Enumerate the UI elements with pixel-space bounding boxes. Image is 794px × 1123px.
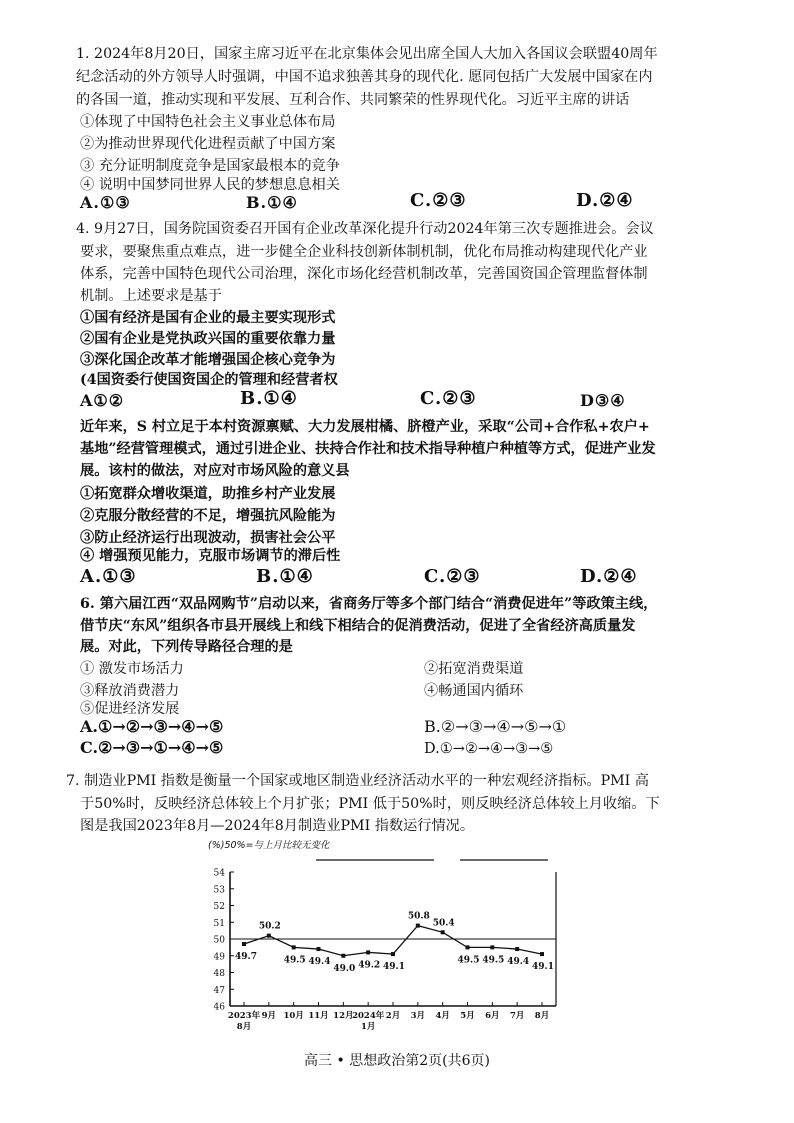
- q4-option-a[interactable]: A①②: [80, 391, 125, 410]
- q7-stem-line: 图是我国2023年8月—2024年8月制造业PMI 指数运行情况。: [80, 818, 475, 834]
- q5-option-a[interactable]: A.①③: [80, 566, 137, 587]
- q1-option-d[interactable]: D.②④: [576, 190, 634, 211]
- q6-stem-line: 借节庆“东风”组织各市县开展线上和线下相结合的促消费活动，促进了全省经济高质量发: [80, 618, 636, 634]
- data-point: [317, 947, 321, 951]
- x-tick-label: 7月: [509, 1011, 525, 1021]
- q7-stem-line: 7. 制造业PMI 指数是衡量一个国家或地区制造业经济活动水平的一种宏观经济指标。PMI 高: [66, 773, 649, 789]
- data-point: [341, 954, 345, 958]
- x-tick-label: 2月: [385, 1011, 401, 1021]
- x-tick-label: 5月: [460, 1011, 475, 1021]
- q5-choice-item: ④ 增强预见能力，克服市场调节的滞后性: [80, 548, 341, 564]
- q5-choice-item: ③防止经济运行出现波动，损害社会公平: [80, 530, 336, 546]
- q4-choice-item: ①国有经济是国有企业的最主要实现形式: [80, 310, 336, 326]
- q1-choice-item: ④ 说明中国梦同世界人民的梦想息息相关: [80, 177, 340, 193]
- x-tick-label: 6月: [485, 1011, 500, 1021]
- data-label: 50.8: [407, 911, 430, 922]
- q1-choice-item: ③ 充分证明制度竞争是国家最根本的竞争: [80, 158, 340, 174]
- q1-option-a[interactable]: A.①③: [80, 193, 131, 212]
- y-tick-label: 54: [213, 868, 225, 879]
- data-point: [242, 942, 246, 946]
- q5-option-b[interactable]: B.①④: [256, 566, 314, 587]
- q4-stem-line: 体系，完善中国特色现代公司治理，深化市场化经营机制改革，完善国资国企管理监督体制: [80, 266, 648, 282]
- q4-choice-item: ②国有企业是党执政兴国的重要依靠力量: [80, 331, 336, 347]
- q1-choice-item: ①体现了中国特色社会主义事业总体布局: [80, 114, 336, 130]
- x-tick-label: 1月: [360, 1022, 376, 1032]
- q6-choice-item: ②拓宽消费渠道: [424, 661, 524, 677]
- pmi-series-line: [244, 926, 542, 956]
- q6-option-b[interactable]: B.②→③→④→⑤→①: [424, 717, 567, 736]
- data-label: 50.4: [432, 918, 455, 929]
- q5-option-d[interactable]: D.②④: [580, 566, 638, 587]
- y-tick-label: 52: [213, 902, 225, 912]
- y-tick-label: 48: [213, 969, 225, 979]
- data-point: [391, 952, 395, 956]
- y-tick-label: 50: [213, 935, 225, 946]
- data-label: 49.5: [482, 955, 505, 966]
- q6-option-c[interactable]: C.②→③→①→④→⑤: [80, 738, 224, 757]
- q4-option-c[interactable]: C.②③: [420, 388, 477, 409]
- q5-stem-line: 展。该村的做法，对应对市场风险的意义县: [80, 463, 350, 479]
- y-tick-label: 47: [213, 985, 225, 996]
- x-tick-label: 8月: [236, 1022, 252, 1032]
- data-label: 49.4: [308, 957, 331, 968]
- data-label: 49.1: [532, 962, 554, 973]
- data-label: 49.1: [383, 962, 405, 973]
- y-tick-label: 46: [213, 1002, 225, 1013]
- q4-stem-line: 4. 9月27日，国务院国资委召开国有企业改革深化提升行动2024年第三次专题推进会。会议: [76, 221, 654, 237]
- q7-stem-line: 于50%时，反映经济总体较上个月扩张；PMI 低于50%时，则反映经济总体较上月收缩。下: [80, 796, 660, 812]
- data-label: 49.4: [507, 957, 530, 968]
- q1-stem-line: 的各国一道，推动实现和平发展、互利合作、共同繁荣的性界现代化。习近平主席的讲话: [76, 92, 630, 108]
- data-point: [490, 945, 494, 949]
- data-label: 49.5: [457, 955, 480, 966]
- pmi-chart-svg: [198, 836, 570, 1050]
- q5-stem-line: 近年来，S 村立足于本村资源禀赋、大力发展柑橘、脐橙产业，采取“公司+合作私+农户+: [80, 419, 650, 435]
- data-point: [540, 952, 544, 956]
- q6-stem-line: 展。对此，下列传导路径合理的是: [80, 639, 293, 655]
- q1-stem-line: 纪念活动的外方领导人时强调，中国不追求独善其身的现代化. 愿同包括广大发展中国家在内: [76, 69, 653, 85]
- q4-option-b[interactable]: B.①④: [240, 388, 298, 409]
- q6-choice-item: ⑤促进经济发展: [80, 701, 180, 717]
- q6-option-d[interactable]: D.①→②→④→③→⑤: [424, 741, 554, 757]
- q1-option-b[interactable]: B.①④: [246, 193, 298, 212]
- q1-stem-line: 1. 2024年8月20日，国家主席习近平在北京集体会见出席全国人大加入各国议会联盟40周年: [76, 46, 658, 62]
- q6-choice-item: ① 激发市场活力: [80, 661, 184, 677]
- pmi-line-chart: [198, 836, 570, 1050]
- y-tick-label: 51: [213, 918, 225, 929]
- q5-choice-item: ①拓宽群众增收渠道，助推乡村产业发展: [80, 486, 336, 502]
- x-tick-label: 11月: [308, 1011, 329, 1021]
- x-tick-label: 8月: [534, 1011, 550, 1021]
- q6-option-a[interactable]: A.①→②→③→④→⑤: [80, 717, 224, 736]
- chart-title: (%)50%=与上月比较无变化: [208, 840, 330, 851]
- q5-stem-line: 基地”经营管理模式，通过引进企业、扶持合作社和技术指导种植户种植等方式，促进产业发: [80, 441, 656, 457]
- y-tick-label: 49: [213, 952, 225, 963]
- q4-stem-line: 要求，要聚焦重点难点，进一步健全企业科技创新体制机制，优化布局推动构建现代化产业: [80, 244, 648, 260]
- data-label: 49.0: [333, 963, 356, 974]
- q6-choice-item: ③释放消费潜力: [80, 683, 180, 699]
- data-label: 49.5: [283, 955, 306, 966]
- q4-option-d[interactable]: D③④: [580, 391, 626, 410]
- x-tick-label: 2024年: [352, 1011, 385, 1021]
- q4-choice-item: (4国资委行使国资国企的管理和经营者权: [80, 372, 338, 388]
- data-point: [441, 930, 445, 934]
- x-tick-label: 9月: [261, 1011, 277, 1021]
- data-label: 50.2: [258, 921, 281, 932]
- x-tick-label: 12月: [333, 1011, 354, 1021]
- x-tick-label: 2023年: [227, 1011, 261, 1021]
- q5-choice-item: ②克服分散经营的不足，增强抗风险能为: [80, 508, 336, 524]
- data-point: [515, 947, 519, 951]
- x-tick-label: 10月: [283, 1011, 304, 1021]
- data-point: [292, 945, 296, 949]
- q6-choice-item: ④畅通国内循环: [424, 683, 524, 699]
- data-label: 49.7: [235, 952, 257, 963]
- q1-option-c[interactable]: C.②③: [410, 190, 467, 211]
- data-point: [267, 934, 271, 938]
- x-tick-label: 3月: [410, 1011, 426, 1021]
- q5-option-c[interactable]: C.②③: [424, 566, 481, 587]
- q6-stem-line: 6. 第六届江西“双品网购节”启动以来，省商务厅等多个部门结合“消费促进年”等政策主线，: [80, 596, 658, 612]
- page-footer: 高三 • 思想政治第2页(共6页): [304, 1053, 490, 1069]
- data-point: [466, 945, 470, 949]
- data-point: [366, 950, 370, 954]
- q4-stem-line: 机制。上述要求是基于: [80, 288, 222, 304]
- x-tick-label: 4月: [435, 1011, 450, 1021]
- data-point: [416, 924, 420, 928]
- q4-choice-item: ③深化国企改革才能增强国企核心竞争为: [80, 352, 336, 368]
- data-label: 49.2: [358, 960, 381, 971]
- q1-choice-item: ②为推动世界现代化进程贡献了中国方案: [80, 136, 336, 152]
- y-tick-label: 53: [213, 885, 225, 896]
